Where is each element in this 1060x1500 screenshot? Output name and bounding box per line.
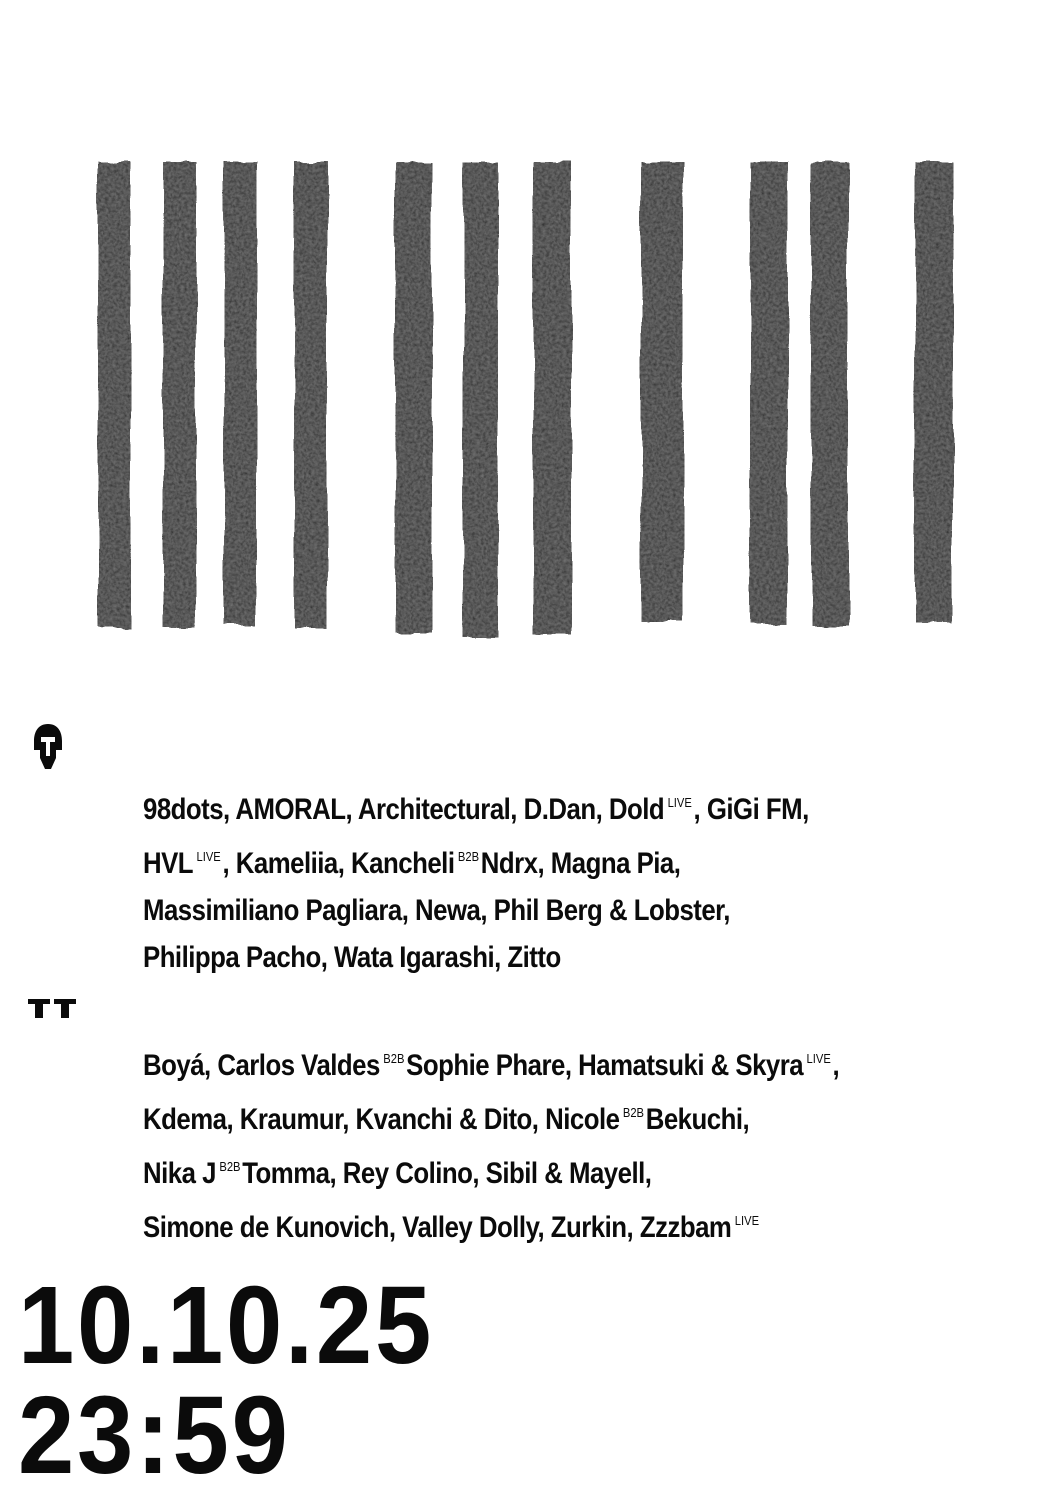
live-tag: LIVE: [734, 1213, 760, 1228]
live-tag: LIVE: [806, 1051, 831, 1066]
brush-bar: [98, 162, 130, 628]
b2b-tag: B2B: [622, 1105, 645, 1120]
artist-text: HVL: [143, 847, 194, 880]
lineup-line: [143, 1089, 900, 1143]
lineup-line: [143, 1143, 900, 1197]
artist-text: 98dots, AMORAL, Architectural, D.Dan, Dold: [143, 793, 665, 826]
artist-text: Boyá, Carlos Valdes: [143, 1049, 380, 1082]
b2b-tag: B2B: [457, 849, 480, 864]
live-tag: LIVE: [196, 849, 221, 864]
lineup-line: [143, 887, 900, 934]
brush-bar: [533, 162, 571, 634]
artist-text: , Kameliia, Kancheli: [222, 847, 455, 880]
brush-bars-artwork: [0, 0, 1060, 700]
artist-text: Massimiliano Pagliara, Newa, Phil Berg & Lobster,: [143, 894, 730, 927]
artist-text: Sophie Phare, Hamatsuki & Skyra: [406, 1049, 804, 1082]
artist-text: , GiGi FM,: [693, 793, 809, 826]
artist-text: Kdema, Kraumur, Kvanchi & Dito, Nicole: [143, 1103, 620, 1136]
lineup-line: [143, 1197, 900, 1251]
brush-bar: [294, 162, 327, 628]
brush-bar: [641, 162, 683, 622]
b2b-tag: B2B: [383, 1051, 405, 1066]
brush-bar: [750, 162, 788, 624]
brush-bar: [915, 162, 953, 622]
event-time: 23:59: [18, 1374, 291, 1497]
artist-text: Nika J: [143, 1157, 216, 1190]
artist-text: Philippa Pacho, Wata Igarashi, Zitto: [143, 941, 561, 974]
brush-bar: [163, 162, 196, 628]
event-date: 10.10.25: [18, 1264, 435, 1387]
lineup-line: [143, 779, 900, 833]
lineup-line: [143, 934, 900, 981]
artist-text: Simone de Kunovich, Valley Dolly, Zurkin, Zzzbam: [143, 1211, 732, 1244]
brush-bar: [395, 162, 432, 634]
artist-text: Bekuchi,: [645, 1103, 750, 1136]
live-tag: LIVE: [667, 795, 692, 810]
lineup-floor-1: [143, 779, 900, 981]
brush-bar: [811, 162, 848, 627]
helmet-icon: [33, 723, 63, 771]
lineup-floor-2: [143, 1035, 900, 1251]
double-t-icon: [28, 997, 76, 1019]
b2b-tag: B2B: [219, 1159, 241, 1174]
brush-bar: [463, 162, 498, 637]
lineup-line: [143, 833, 900, 887]
brush-bar: [224, 162, 257, 625]
artist-text: Tomma, Rey Colino, Sibil & Mayell,: [242, 1157, 652, 1190]
artist-text: Ndrx, Magna Pia,: [480, 847, 681, 880]
lineup-line: [143, 1035, 900, 1089]
artist-text: ,: [832, 1049, 840, 1082]
